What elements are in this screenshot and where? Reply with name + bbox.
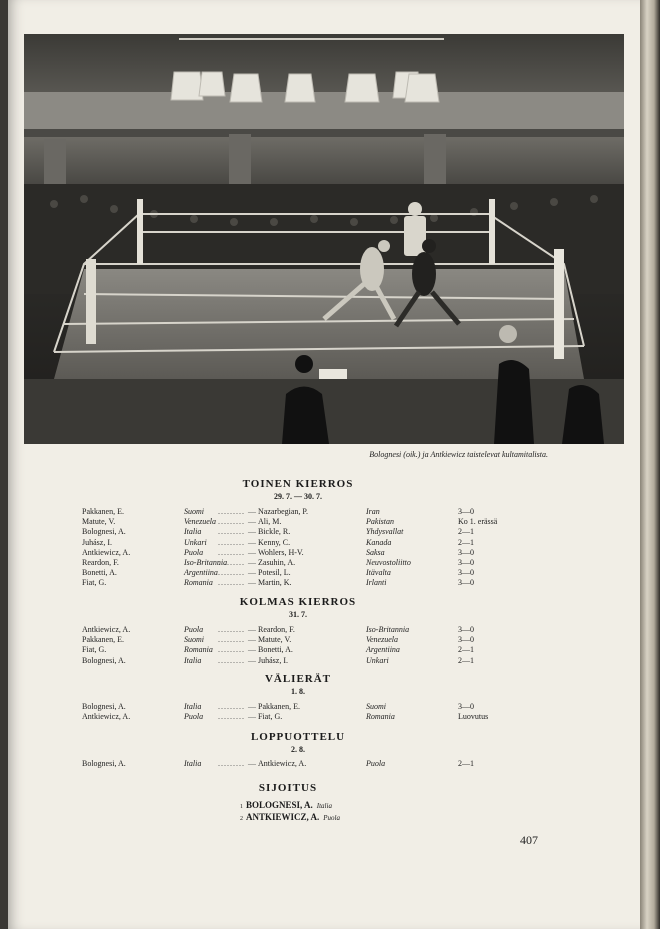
dotted-leader: ......... —	[218, 759, 257, 768]
round-title: TOINEN KIERROS	[242, 478, 354, 490]
result: 3—0	[458, 578, 474, 588]
country-b: Itävalta	[366, 568, 391, 578]
boxer-b: Potesil, L.	[258, 568, 291, 578]
boxer-b: Matute, V.	[258, 635, 292, 645]
page-number: 407	[520, 833, 538, 847]
country-b: Venezuela	[366, 635, 398, 645]
result: 2—1	[458, 655, 474, 665]
result: 3—0	[458, 702, 474, 711]
country-b: Iran	[366, 507, 380, 516]
country-a: Italia	[184, 702, 202, 711]
placing-item	[240, 800, 332, 810]
round-date: 2. 8.	[291, 745, 305, 754]
result: 3—0	[458, 625, 474, 634]
boxer-a: Fiat, G.	[82, 645, 107, 655]
boxer-a: Bolognesi, A.	[82, 527, 126, 537]
country-a: Italia	[184, 655, 202, 665]
result-row	[8, 517, 568, 527]
boxer-b: Bickle, R.	[258, 527, 291, 537]
boxer-a: Pakkanen, E.	[82, 635, 124, 645]
dotted-leader: ......... —	[218, 635, 257, 645]
country-a: Romania	[184, 578, 213, 588]
result: 3—0	[458, 558, 474, 567]
placing-rank: 2	[240, 816, 243, 822]
result: 3—0	[458, 507, 474, 516]
result-row	[8, 712, 568, 722]
result-row	[8, 635, 568, 645]
boxer-a: Pakkanen, E.	[82, 507, 124, 516]
boxer-b: Wohlers, H-V.	[258, 547, 304, 557]
dotted-leader: ......... —	[218, 702, 257, 711]
boxer-a: Antkiewicz, A.	[82, 712, 131, 722]
result-row	[8, 558, 568, 568]
country-b: Irlanti	[366, 578, 387, 588]
result: 2—1	[458, 527, 474, 537]
country-a: Argentiina	[184, 568, 218, 578]
round-date: 1. 8.	[291, 687, 305, 696]
result-row	[8, 548, 568, 558]
country-b: Kanada	[366, 537, 392, 547]
result-row	[8, 527, 568, 537]
boxer-b: Juhász, I.	[258, 655, 288, 665]
result-row	[8, 578, 568, 588]
dotted-leader: ......... —	[218, 547, 257, 557]
dotted-leader: ......... —	[218, 517, 257, 527]
round-title: KOLMAS KIERROS	[239, 596, 357, 608]
country-a: Puola	[184, 547, 204, 557]
country-a: Suomi	[184, 507, 204, 516]
boxer-b: Zasuhin, A.	[258, 558, 296, 567]
result: 3—0	[458, 568, 474, 578]
result-row	[8, 568, 568, 578]
country-a: Italia	[184, 759, 202, 768]
boxer-b: Martin, K.	[258, 578, 292, 588]
boxer-a: Bolognesi, A.	[82, 655, 126, 665]
boxer-b: Antkiewicz, A.	[258, 759, 307, 768]
country-a: Unkari	[184, 537, 207, 547]
round-date: 29. 7. — 30. 7.	[274, 492, 322, 501]
country-b: Saksa	[366, 547, 385, 557]
boxer-b: Fiat, G.	[258, 712, 283, 722]
dotted-leader: ......... —	[218, 645, 257, 655]
result: 2—1	[458, 645, 474, 655]
country-a: Puola	[184, 625, 204, 634]
boxer-b: Ali, M.	[258, 517, 282, 527]
result: Ko 1. erässä	[458, 517, 498, 527]
country-a: Italia	[184, 527, 202, 537]
boxer-b: Kenny, C.	[258, 537, 291, 547]
book-spine-edge	[640, 0, 660, 929]
boxer-a: Bolognesi, A.	[82, 702, 126, 711]
boxer-a: Antkiewicz, A.	[82, 625, 131, 634]
dotted-leader: ......... —	[218, 558, 257, 567]
placings-title: SIJOITUS	[258, 782, 318, 794]
country-a: Iso-Britannia	[184, 558, 228, 567]
result: Luovutus	[458, 712, 489, 722]
result-row	[8, 759, 568, 769]
boxer-a: Antkiewicz, A.	[82, 547, 131, 557]
boxer-b: Nazarbegian, P.	[258, 507, 308, 516]
result-row	[8, 702, 568, 712]
country-b: Neuvostoliitto	[366, 558, 411, 567]
placing-country: Italia	[316, 802, 332, 810]
country-b: Argentiina	[366, 645, 400, 655]
boxer-a: Fiat, G.	[82, 578, 107, 588]
dotted-leader: ......... —	[218, 537, 257, 547]
result-row	[8, 645, 568, 655]
country-a: Suomi	[184, 635, 204, 645]
placing-country: Puola	[323, 814, 340, 822]
placing-name: BOLOGNESI, A.	[246, 800, 313, 810]
result: 3—0	[458, 635, 474, 645]
dotted-leader: ......... —	[218, 507, 257, 516]
result-row	[8, 507, 568, 517]
country-b: Yhdysvallat	[366, 527, 404, 537]
boxer-a: Bonetti, A.	[82, 568, 117, 578]
dotted-leader: ......... —	[218, 625, 257, 634]
round-title: LOPPUOTTELU	[250, 731, 346, 743]
boxing-ring-illustration	[24, 34, 624, 444]
placing-name: ANTKIEWICZ, A.	[246, 812, 320, 822]
round-date: 31. 7.	[289, 610, 307, 619]
result: 2—1	[458, 759, 474, 768]
boxer-a: Bolognesi, A.	[82, 759, 126, 768]
book-page	[8, 0, 640, 929]
photo-caption: Bolognesi (oik.) ja Antkiewicz taistelevat kultamitalista.	[369, 450, 548, 459]
dotted-leader: ......... —	[218, 712, 257, 722]
country-a: Venezuela	[184, 517, 216, 527]
boxer-a: Juhász, I.	[82, 537, 112, 547]
country-b: Unkari	[366, 655, 389, 665]
boxer-a: Matute, V.	[82, 517, 116, 527]
country-a: Romania	[184, 645, 213, 655]
result-row	[8, 538, 568, 548]
dotted-leader: ......... —	[218, 568, 257, 578]
round-title: VÄLIERÄT	[264, 673, 332, 685]
boxer-b: Reardon, F.	[258, 625, 295, 634]
dotted-leader: ......... —	[218, 578, 257, 588]
country-b: Iso-Britannia	[366, 625, 410, 634]
result: 3—0	[458, 547, 474, 557]
country-b: Pakistan	[366, 517, 394, 527]
placing-rank: 1	[240, 804, 243, 810]
dotted-leader: ......... —	[218, 655, 257, 665]
country-a: Puola	[184, 712, 204, 722]
boxing-photo	[24, 34, 624, 444]
placing-item	[240, 812, 340, 822]
dotted-leader: ......... —	[218, 527, 257, 537]
country-b: Puola	[366, 759, 386, 768]
result: 2—1	[458, 537, 474, 547]
result-row	[8, 625, 568, 635]
country-b: Romania	[366, 712, 395, 722]
boxer-b: Bonetti, A.	[258, 645, 293, 655]
result-row	[8, 656, 568, 666]
country-b: Suomi	[366, 702, 386, 711]
boxer-a: Reardon, F.	[82, 558, 119, 567]
boxer-b: Pakkanen, E.	[258, 702, 300, 711]
